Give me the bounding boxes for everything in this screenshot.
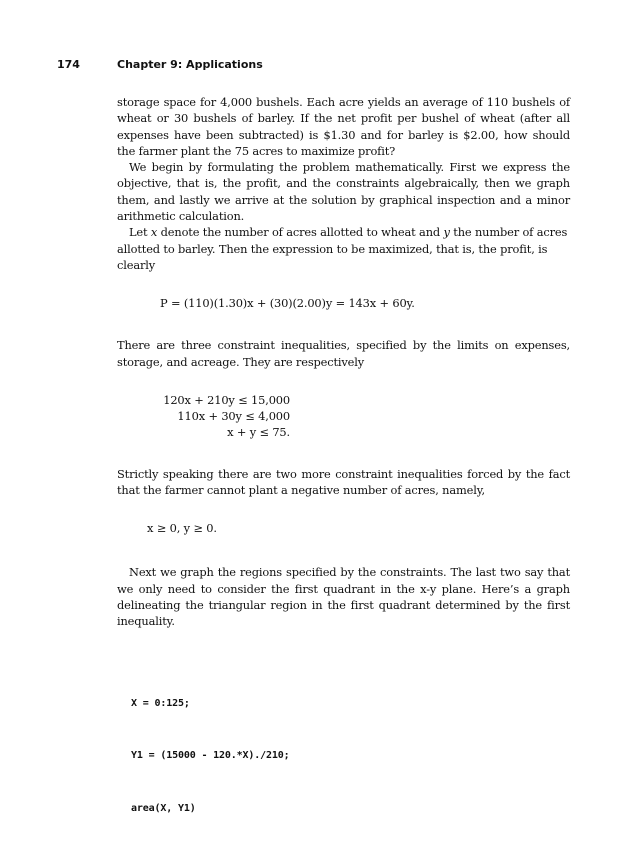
page-number: 174 bbox=[57, 58, 80, 71]
var-y: y bbox=[443, 225, 450, 240]
paragraph-constraints: There are three constraint inequalities, specified by the limits on expenses, storage, and acreage. They are respectively bbox=[117, 338, 570, 369]
inequality-storage: 110x + 30y ≤ 4,000 bbox=[177, 408, 290, 423]
code-line: area(X, Y1) bbox=[131, 802, 196, 814]
paragraph-problem-statement: storage space for 4,000 bushels. Each acre yields an average of 110 bushels of wheat or 30 bushels of barley. If the net profit per bushel of wheat (after all expenses have been subtracted) is $1.30 and for barley is $2.00, how should the farmer plant the 75 acres to maximize profit? bbox=[117, 95, 570, 158]
code-block bbox=[131, 660, 570, 852]
inequality-acreage: x + y ≤ 75. bbox=[227, 424, 290, 439]
running-header bbox=[0, 58, 624, 74]
inequality-expenses: 120x + 210y ≤ 15,000 bbox=[163, 392, 290, 407]
var-x: x bbox=[150, 225, 158, 240]
profit-equation: P = (110)(1.30)x + (30)(2.00)y = 143x + 60y. bbox=[160, 296, 415, 311]
paragraph-variables: Let x denote the number of acres allotted to wheat and y the number of acres allotted to barley. Then the expression to be maximized, that is, the profit, is clearly bbox=[117, 225, 568, 272]
paragraph-approach: We begin by formulating the problem mathematically. First we express the objective, that is, the profit, and the constraints algebraically, then we graph them, and lastly we arrive at the solution by graphical inspection and a minor arithmetic calculation. bbox=[117, 160, 570, 224]
paragraph-graphing: Next we graph the regions specified by the constraints. The last two say that we only need to consider the first quadrant in the x-y plane. Here’s a graph delineating the triangular region in the first quadrant determined by the first inequality. bbox=[117, 565, 570, 629]
nonnegativity-inequalities: x ≥ 0, y ≥ 0. bbox=[147, 521, 217, 536]
chapter-title: Chapter 9: Applications bbox=[117, 58, 263, 71]
constraint-inequalities bbox=[162, 392, 570, 440]
page-body bbox=[117, 94, 570, 852]
paragraph-nonnegativity: Strictly speaking there are two more constraint inequalities forced by the fact that the farmer cannot plant a negative number of acres, namely, bbox=[117, 466, 570, 498]
code-line: Y1 = (15000 - 120.*X)./210; bbox=[131, 750, 290, 762]
code-line: X = 0:125; bbox=[131, 697, 190, 709]
